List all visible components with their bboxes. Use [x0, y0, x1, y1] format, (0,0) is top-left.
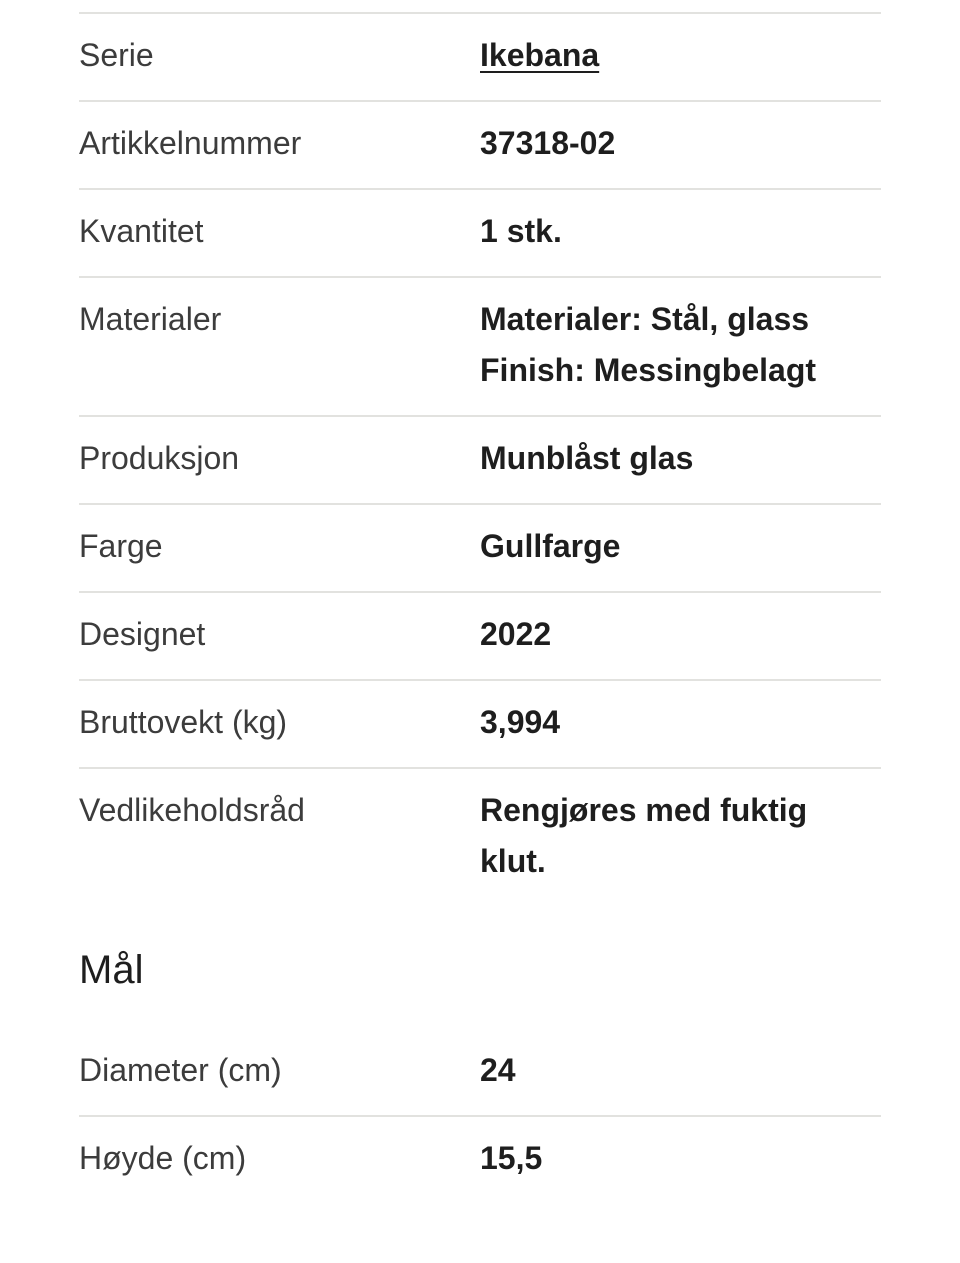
spec-value	[480, 433, 881, 484]
spec-row-produksjon	[79, 415, 881, 503]
spec-label: Serie	[79, 37, 154, 73]
spec-value-text: 15,5	[480, 1140, 543, 1176]
spec-value	[480, 294, 881, 396]
series-link[interactable]: Ikebana	[480, 37, 600, 73]
spec-value-text: Gullfarge	[480, 528, 621, 564]
spec-label: Designet	[79, 616, 206, 652]
dimension-row-hoyde	[79, 1115, 881, 1203]
product-specifications	[79, 0, 881, 1203]
spec-value	[480, 118, 881, 169]
spec-value	[480, 1133, 881, 1184]
spec-label: Diameter (cm)	[79, 1052, 282, 1088]
spec-value	[480, 609, 881, 660]
dimensions-heading: Mål	[79, 948, 144, 992]
spec-row-vedlikeholdsrad	[79, 767, 881, 895]
spec-value-text: 2022	[480, 616, 552, 652]
spec-value-text: Rengjøres med fuktig	[480, 792, 808, 828]
spec-value	[480, 697, 881, 748]
spec-value-text: klut.	[480, 843, 546, 879]
spec-value	[480, 785, 881, 887]
spec-row-serie	[79, 12, 881, 100]
spec-table	[79, 0, 881, 895]
spec-value-text: Munblåst glas	[480, 440, 694, 476]
spec-label: Artikkelnummer	[79, 125, 302, 161]
spec-row-farge	[79, 503, 881, 591]
spec-value-text: Finish: Messingbelagt	[480, 352, 817, 388]
spec-row-designet	[79, 591, 881, 679]
spec-value-text: 1 stk.	[480, 213, 562, 249]
spec-label: Produksjon	[79, 440, 240, 476]
spec-value	[480, 521, 881, 572]
spec-label: Bruttovekt (kg)	[79, 704, 288, 740]
dimension-row-diameter	[79, 1029, 881, 1115]
spec-label: Høyde (cm)	[79, 1140, 247, 1176]
spec-value-text: Materialer: Stål, glass	[480, 301, 810, 337]
spec-value	[480, 1045, 881, 1096]
spec-label: Vedlikeholdsråd	[79, 792, 305, 828]
spec-row-kvantitet	[79, 188, 881, 276]
spec-value-text: 3,994	[480, 704, 561, 740]
spec-row-artikkelnummer	[79, 100, 881, 188]
spec-label: Kvantitet	[79, 213, 204, 249]
spec-label: Farge	[79, 528, 163, 564]
spec-value	[480, 30, 881, 81]
spec-value-text: 37318-02	[480, 125, 616, 161]
spec-row-bruttovekt	[79, 679, 881, 767]
spec-value-text: 24	[480, 1052, 516, 1088]
spec-row-materialer	[79, 276, 881, 415]
dimensions-table	[79, 1029, 881, 1203]
spec-value	[480, 206, 881, 257]
spec-label: Materialer	[79, 301, 222, 337]
